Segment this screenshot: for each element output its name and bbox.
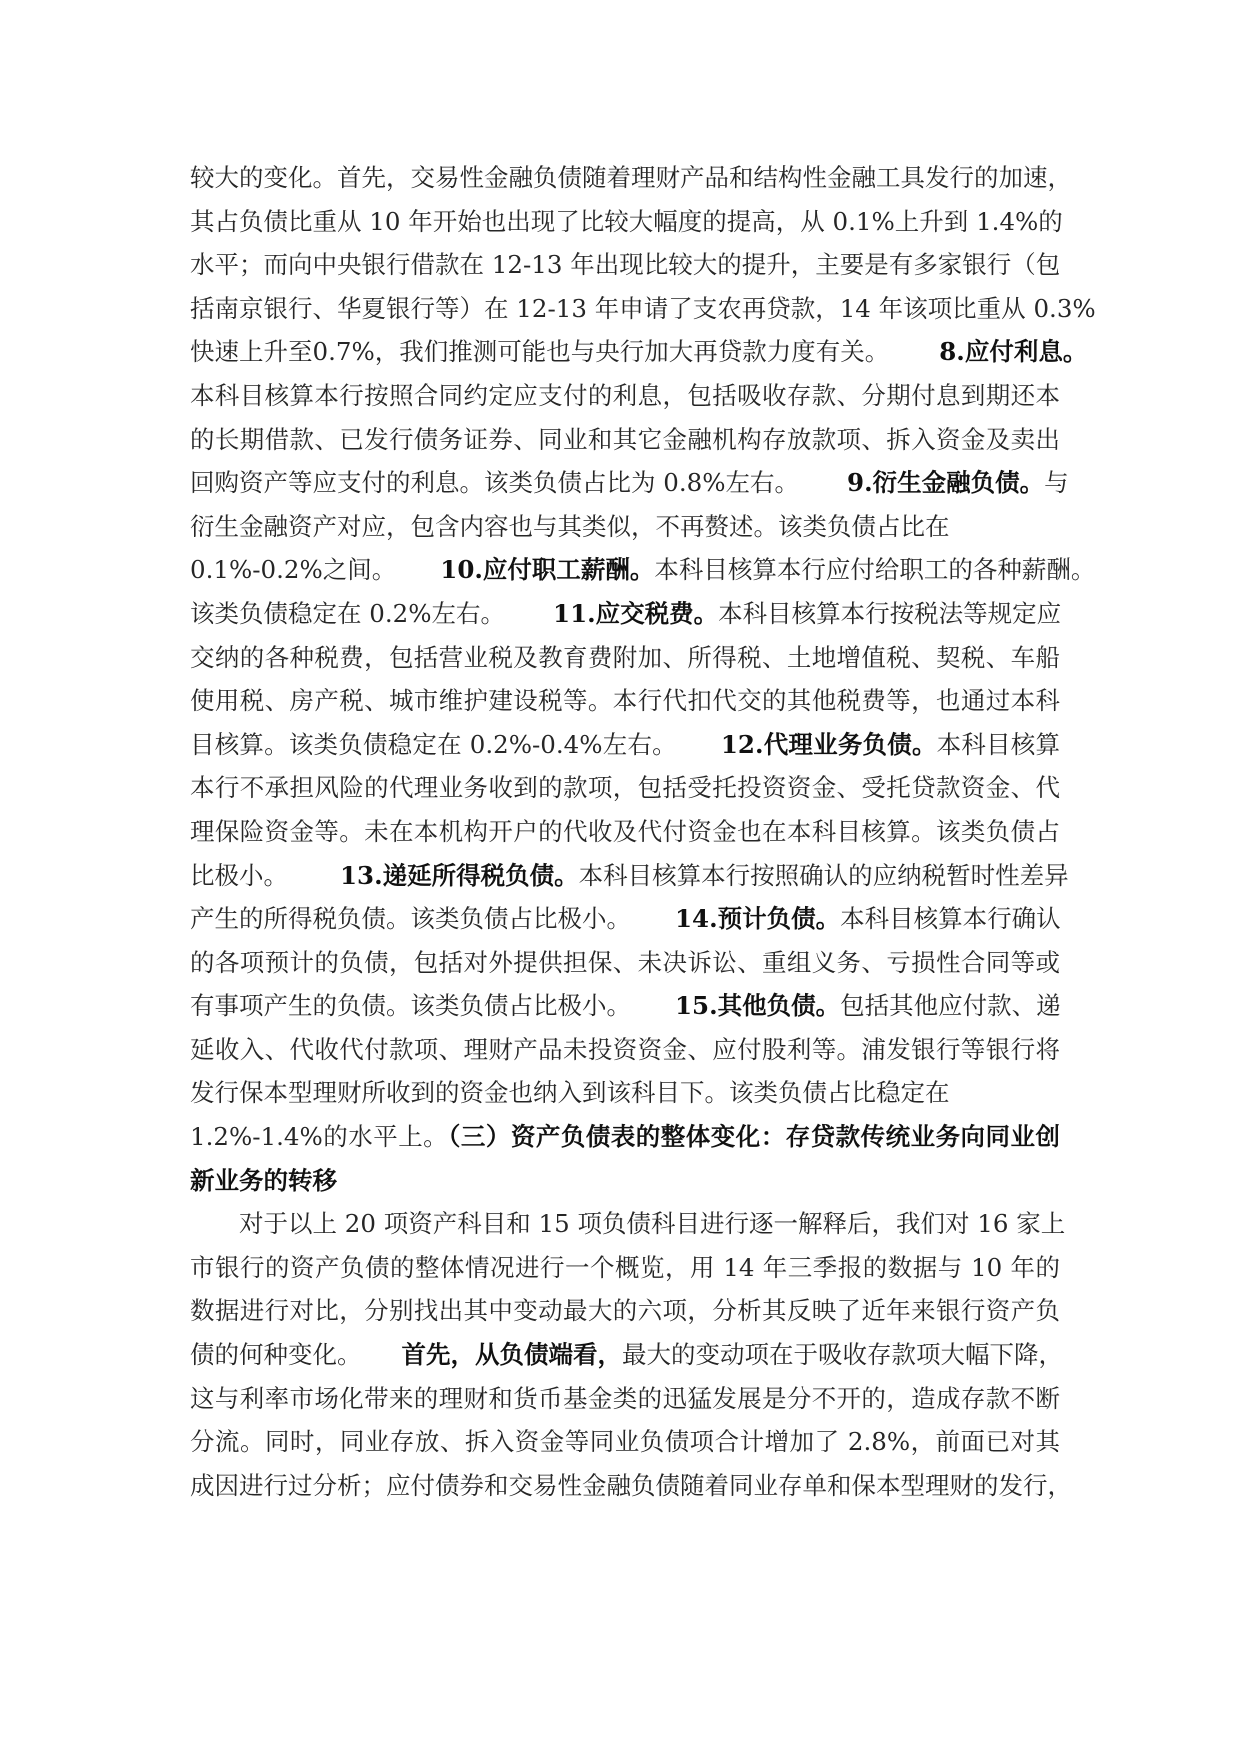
text-run: 包括其他应付款、递	[840, 991, 1061, 1021]
text-line	[190, 766, 1060, 810]
text-line	[190, 1377, 1060, 1421]
text-run: 目核算。该类负债稳定在 0.2%-0.4%左右。	[190, 729, 677, 759]
text-run: 1.2%-1.4%的水平上。	[190, 1122, 449, 1152]
text-run: 0.1%-0.2%之间。	[190, 555, 397, 585]
text-line	[190, 330, 1088, 374]
text-run: 其占负债比重从 10 年开始也出现了比较大幅度的提高，从 0.1%上升到 1.4%的	[190, 206, 1063, 236]
text-line	[190, 1115, 1060, 1159]
text-run: 这与利率市场化带来的理财和货币基金类的迅猛发展是分不开的，造成存款不断	[190, 1383, 1060, 1413]
text-run: 市银行的资产负债的整体情况进行一个概览，用 14 年三季报的数据与 10 年的	[190, 1252, 1060, 1282]
text-line	[190, 1420, 1060, 1464]
text-run: 最大的变动项在于吸收存款项大幅下降，	[622, 1340, 1063, 1370]
bold-heading-run: 15.其他负债。	[675, 991, 841, 1021]
text-line	[190, 418, 1060, 462]
bold-heading-run: 新业务的转移	[190, 1165, 337, 1195]
bold-heading-run: （三）资产负债表的整体变化：存贷款传统业务向同业创	[448, 1122, 1061, 1152]
body-text	[190, 156, 1096, 1507]
text-run: 括南京银行、华夏银行等）在 12-13 年申请了支农再贷款，14 年该项比重从 0.3%	[190, 293, 1096, 323]
text-run: 成因进行过分析；应付债券和交易性金融负债随着同业存单和保本型理财的发行，	[190, 1470, 1072, 1500]
text-line	[190, 1246, 1060, 1290]
text-run: 回购资产等应支付的利息。该类负债占比为 0.8%左右。	[190, 468, 800, 498]
text-run: 的长期借款、已发行债务证券、同业和其它金融机构存放款项、拆入资金及卖出	[190, 424, 1060, 454]
text-run: 本科目核算本行按照确认的应纳税暂时性差异	[578, 860, 1069, 890]
text-run: 衍生金融资产对应，包含内容也与其类似，不再赘述。该类负债占比在	[190, 511, 950, 541]
bold-heading-run: 首先，从负债端看，	[401, 1340, 622, 1370]
text-line	[190, 1028, 1060, 1072]
text-line	[190, 287, 1096, 331]
text-run: 延收入、代收代付款项、理财产品未投资资金、应付股利等。浦发银行等银行将	[190, 1034, 1060, 1064]
text-run: 发行保本型理财所收到的资金也纳入到该科目下。该类负债占比稳定在	[190, 1078, 950, 1108]
bold-heading-run: 8.应付利息。	[939, 337, 1088, 367]
text-line	[190, 505, 1060, 549]
text-line	[190, 243, 1060, 287]
text-run: 比极小。	[190, 860, 288, 890]
bold-heading-run: 14.预计负债。	[675, 904, 841, 934]
text-line	[190, 374, 1060, 418]
text-run: 本科目核算本行按照合同约定应支付的利息，包括吸收存款、分期付息到期还本	[190, 380, 1060, 410]
text-line	[190, 592, 1060, 636]
text-run: 快速上升至0.7%，我们推测可能也与央行加大再贷款力度有关。	[190, 337, 890, 367]
text-run: 产生的所得税负债。该类负债占比极小。	[190, 904, 631, 934]
text-line	[190, 1071, 1060, 1115]
bold-heading-run: 9.衍生金融负债。	[847, 468, 1045, 498]
text-line	[190, 1202, 1066, 1246]
bold-heading-run: 13.递延所得税负债。	[340, 860, 579, 890]
text-run: 本科目核算本行应付给职工的各种薪酬。	[654, 555, 1096, 585]
bold-heading-run: 12.代理业务负债。	[720, 729, 937, 759]
text-run: 该类负债稳定在 0.2%左右。	[190, 598, 506, 628]
text-run: 水平；而向中央银行借款在 12-13 年出现比较大的提升，主要是有多家银行（包	[190, 250, 1061, 280]
text-line	[190, 156, 1072, 200]
text-run: 本行不承担风险的代理业务收到的款项，包括受托投资资金、受托贷款资金、代	[190, 773, 1060, 803]
text-line	[190, 679, 1060, 723]
text-run: 使用税、房产税、城市维护建设税等。本行代扣代交的其他税费等，也通过本科	[190, 686, 1060, 716]
text-run: 本科目核算本行确认	[840, 904, 1061, 934]
text-line	[190, 854, 1069, 898]
text-line	[190, 897, 1060, 941]
text-line	[190, 1289, 1060, 1333]
text-run: 对于以上 20 项资产科目和 15 项负债科目进行逐一解释后，我们对 16 家上	[190, 1209, 1066, 1239]
text-line	[190, 1159, 1060, 1203]
text-line	[190, 1464, 1072, 1508]
text-run: 的各项预计的负债，包括对外提供担保、未决诉讼、重组义务、亏损性合同等或	[190, 947, 1060, 977]
text-line	[190, 941, 1060, 985]
text-run: 交纳的各种税费，包括营业税及教育费附加、所得税、土地增值税、契税、车船	[190, 642, 1060, 672]
text-line	[190, 723, 1060, 767]
text-line	[190, 200, 1063, 244]
bold-heading-run: 11.应交税费。	[553, 598, 719, 628]
text-run: 较大的变化。首先，交易性金融负债随着理财产品和结构性金融工具发行的加速，	[190, 163, 1072, 192]
bold-heading-run: 10.应付职工薪酬。	[440, 555, 655, 585]
text-line	[190, 1333, 1063, 1377]
text-run: 本科目核算本行按税法等规定应	[718, 598, 1062, 628]
text-run: 理保险资金等。未在本机构开户的代收及代付资金也在本科目核算。该类负债占	[190, 816, 1060, 846]
text-line	[190, 548, 1096, 592]
text-run: 有事项产生的负债。该类负债占比极小。	[190, 991, 631, 1021]
text-run: 与	[1044, 468, 1069, 498]
text-line	[190, 810, 1060, 854]
text-run: 本科目核算	[936, 729, 1061, 759]
text-line	[190, 984, 1060, 1028]
text-line	[190, 461, 1069, 505]
text-run: 数据进行对比，分别找出其中变动最大的六项，分析其反映了近年来银行资产负	[190, 1296, 1060, 1326]
text-line	[190, 636, 1060, 680]
text-run: 债的何种变化。	[190, 1340, 362, 1370]
text-run: 分流。同时，同业存放、拆入资金等同业负债项合计增加了 2.8%，前面已对其	[190, 1427, 1060, 1457]
